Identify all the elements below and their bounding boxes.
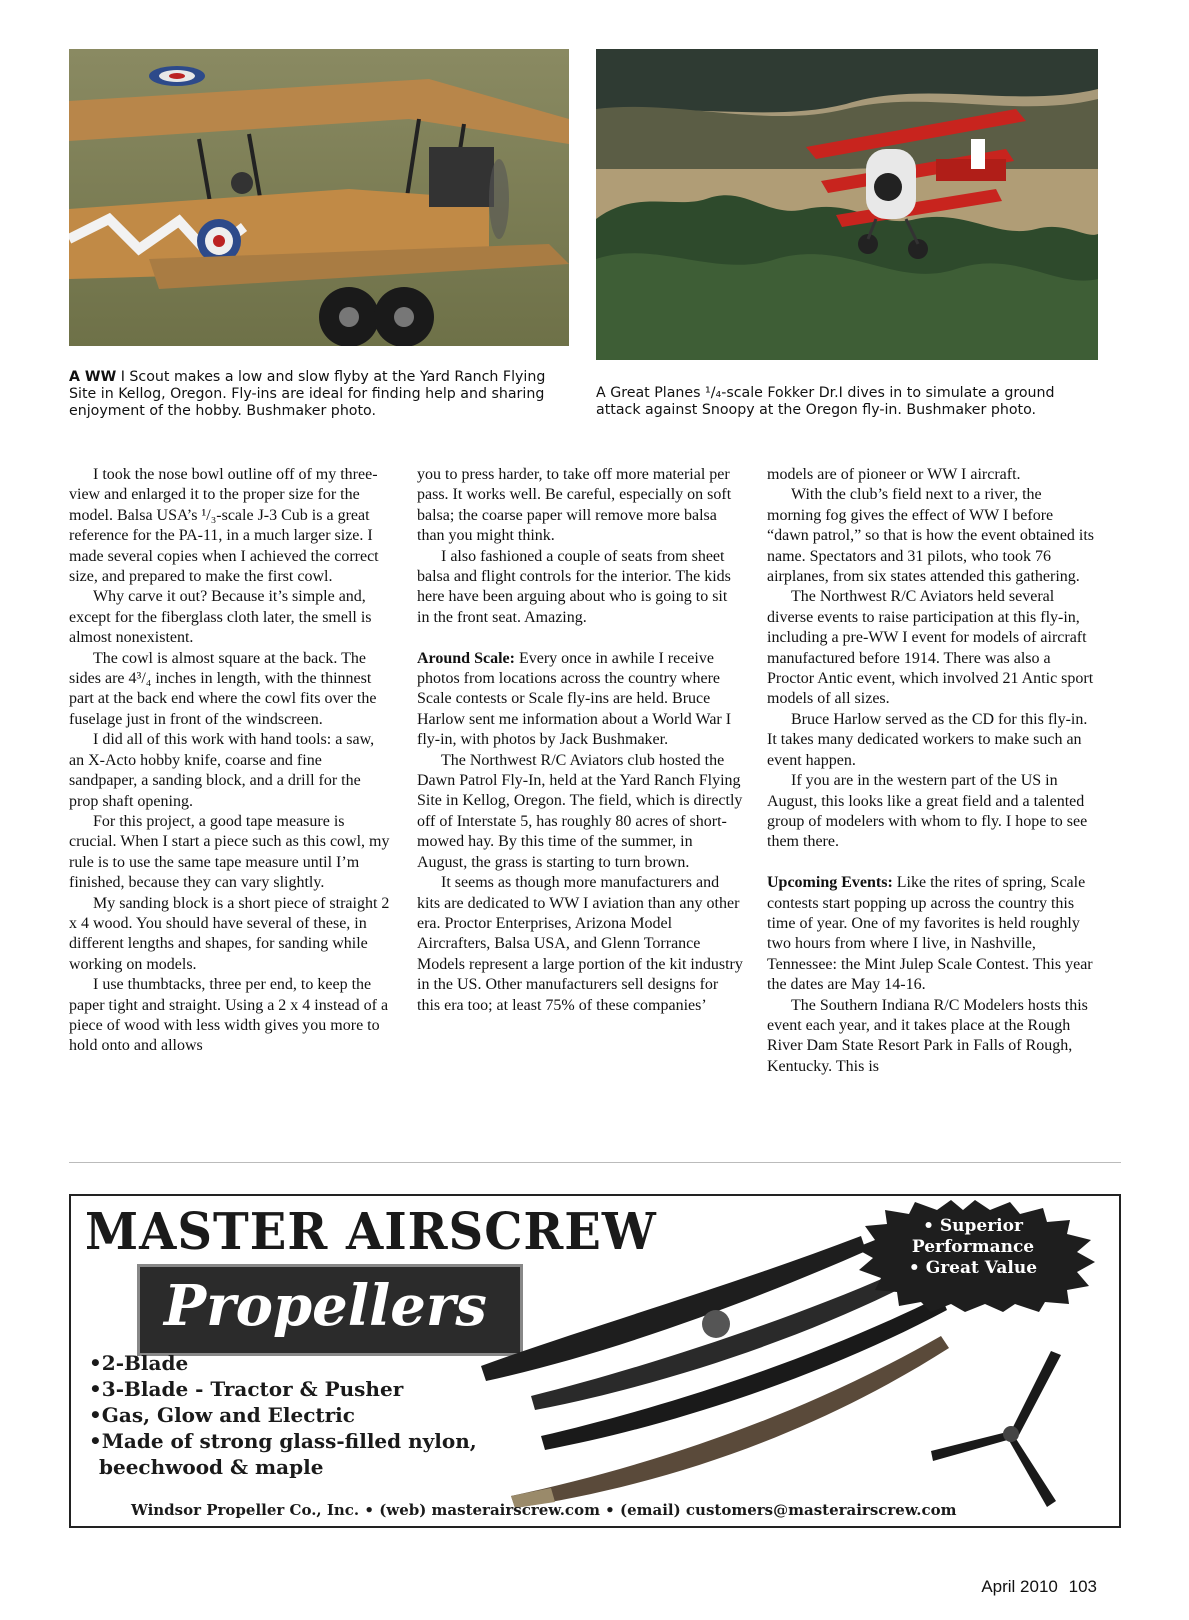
- paragraph-text: Every once in awhile I receive photos from locations across the country where Scale contests or Scale fly-ins are held. Bruce Harlow sent me information about a World War I fly-in, with photos by Jack Bushmaker.: [417, 649, 732, 749]
- section-heading-upcoming-events: Upcoming Events:: [767, 874, 893, 892]
- article-column-1: [69, 465, 391, 1057]
- paragraph: models are of pioneer or WW I aircraft.: [767, 466, 1021, 483]
- caption-bold-lead: A WW: [69, 369, 117, 385]
- paragraph: you to press harder, to take off more material per pass. It works well. Be careful, especially on soft balsa; the coarse paper will remove more balsa than you might think.: [417, 466, 732, 545]
- divider: [69, 1162, 1121, 1163]
- ad-feature-item: •Made of strong glass-filled nylon,: [89, 1429, 477, 1453]
- paragraph: If you are in the western part of the US in August, this looks like a great field and a talented group of modelers with whom to fly. I hope to see them there.: [767, 772, 1088, 851]
- paragraph: The Southern Indiana R/C Modelers hosts this event each year, and it takes place at the Rough River Dam State Resort Park in Falls of Rough, Kentucky. This is: [767, 996, 1088, 1075]
- scout-biplane-photo: [69, 49, 569, 346]
- section-paragraph: [417, 649, 743, 751]
- ad-feature-item: •2-Blade: [89, 1351, 189, 1375]
- issue-date: April 2010: [981, 1577, 1058, 1596]
- paragraph: I took the nose bowl outline off of my three-view and enlarged it to the proper size for the model. Balsa USA’s ¹/₃-scale J-3 Cub is a great reference for the PA-11, in a much larger size. I made several copies when I achieved the correct size, and prepared to make the first cowl.: [69, 466, 379, 586]
- section-paragraph: [767, 873, 1095, 995]
- ad-starburst-text: [855, 1216, 1091, 1279]
- paragraph: The cowl is almost square at the back. The sides are 4³/₄ inches in length, with the thinnest part at the back end where the cowl fits over the fuselage just in front of the windscreen.: [69, 649, 377, 728]
- paragraph: It seems as though more manufacturers and kits are dedicated to WW I aviation than any other era. Proctor Enterprises, Arizona Model Aircrafters, Balsa USA, and Glenn Torrance Models represent a large portion of the kit industry in the US. Other manufacturers sell designs for this era too; at least 75% of these companies’: [417, 874, 743, 1014]
- paragraph: The Northwest R/C Aviators held several diverse events to raise participation at this fly-in, including a pre-WW I event for models of aircraft manufactured before 1914. There was also a Proctor Antic event, which involved 21 Antic sport models of all sizes.: [767, 588, 1094, 708]
- paragraph: My sanding block is a short piece of straight 2 x 4 wood. You should have several of these, in different lengths and shapes, for sanding while working on models.: [69, 894, 390, 973]
- master-airscrew-ad: [69, 1194, 1121, 1528]
- star-line: • Superior: [923, 1216, 1023, 1236]
- page-footer: [981, 1577, 1097, 1597]
- caption-text: A Great Planes ¹/₄-scale Fokker Dr.I dives in to simulate a ground attack against Snoopy at the Oregon fly-in. Bushmaker photo.: [596, 385, 1055, 418]
- paragraph: The Northwest R/C Aviators club hosted the Dawn Patrol Fly-In, held at the Yard Ranch Flying Site in Kellog, Oregon. The field, which is directly off of Interstate 5, has roughly 80 acres of short-mowed hay. By this time of the summer, in August, the grass is starting to turn brown.: [417, 751, 743, 871]
- paragraph: Bruce Harlow served as the CD for this fly-in. It takes many dedicated workers to make such an event happen.: [767, 710, 1088, 769]
- fokker-triplane-photo: [596, 49, 1098, 360]
- paragraph: For this project, a good tape measure is crucial. When I start a piece such as this cowl, my rule is to use the same tape measure until I’m finished, because they can vary slightly.: [69, 812, 390, 892]
- left-photo-caption: [69, 369, 571, 420]
- paragraph: I also fashioned a couple of seats from sheet balsa and flight controls for the interior. The kids here have been arguing about who is going to sit in the front seat. Amazing.: [417, 547, 731, 626]
- article-column-3: [767, 465, 1095, 1077]
- star-line: • Great Value: [908, 1258, 1038, 1278]
- page-number: 103: [1068, 1577, 1097, 1596]
- ad-feature-item: •Gas, Glow and Electric: [89, 1403, 355, 1427]
- ad-feature-item: •3-Blade - Tractor & Pusher: [89, 1377, 404, 1401]
- paragraph: I use thumbtacks, three per end, to keep the paper tight and straight. Using a 2 x 4 instead of a piece of wood with less width gives you more to hold onto and allows: [69, 976, 389, 1055]
- caption-text: I Scout makes a low and slow flyby at the Yard Ranch Flying Site in Kellog, Oregon. Fly-ins are ideal for finding help and sharing enjoyment of the hobby. Bushmaker photo.: [69, 369, 546, 419]
- paragraph: I did all of this work with hand tools: a saw, an X-Acto hobby knife, coarse and fine sandpaper, a sanding block, and a drill for the prop shaft opening.: [69, 731, 375, 810]
- section-heading-around-scale: Around Scale:: [417, 649, 515, 667]
- ad-banner-text: Propellers: [164, 1273, 487, 1339]
- ad-contact-line: Windsor Propeller Co., Inc. • (web) masterairscrew.com • (email) customers@masterairscrew.com: [131, 1501, 957, 1519]
- paragraph-text: Like the rites of spring, Scale contests start popping up across the country this time of year. One of my favorites is held roughly two hours from where I live, in Nashville, Tennessee: the Mint Julep Scale Contest. This year the dates are May 14-16.: [767, 874, 1093, 994]
- right-photo-caption: [596, 385, 1102, 419]
- paragraph: With the club’s field next to a river, the morning fog gives the effect of WW I before “dawn patrol,” so that is how the event obtained its name. Spectators and 31 pilots, who took 76 airplanes, from six states attended this gathering.: [767, 486, 1095, 586]
- ad-brand-title: MASTER AIRSCREW: [85, 1202, 657, 1262]
- paragraph: Why carve it out? Because it’s simple and, except for the fiberglass cloth later, the smell is almost nonexistent.: [69, 588, 372, 647]
- ad-feature-item: beechwood & maple: [99, 1455, 324, 1479]
- ad-feature-list: [89, 1350, 477, 1480]
- star-line: Performance: [911, 1237, 1035, 1257]
- ad-banner: [137, 1264, 523, 1356]
- article-column-2: [417, 465, 743, 1016]
